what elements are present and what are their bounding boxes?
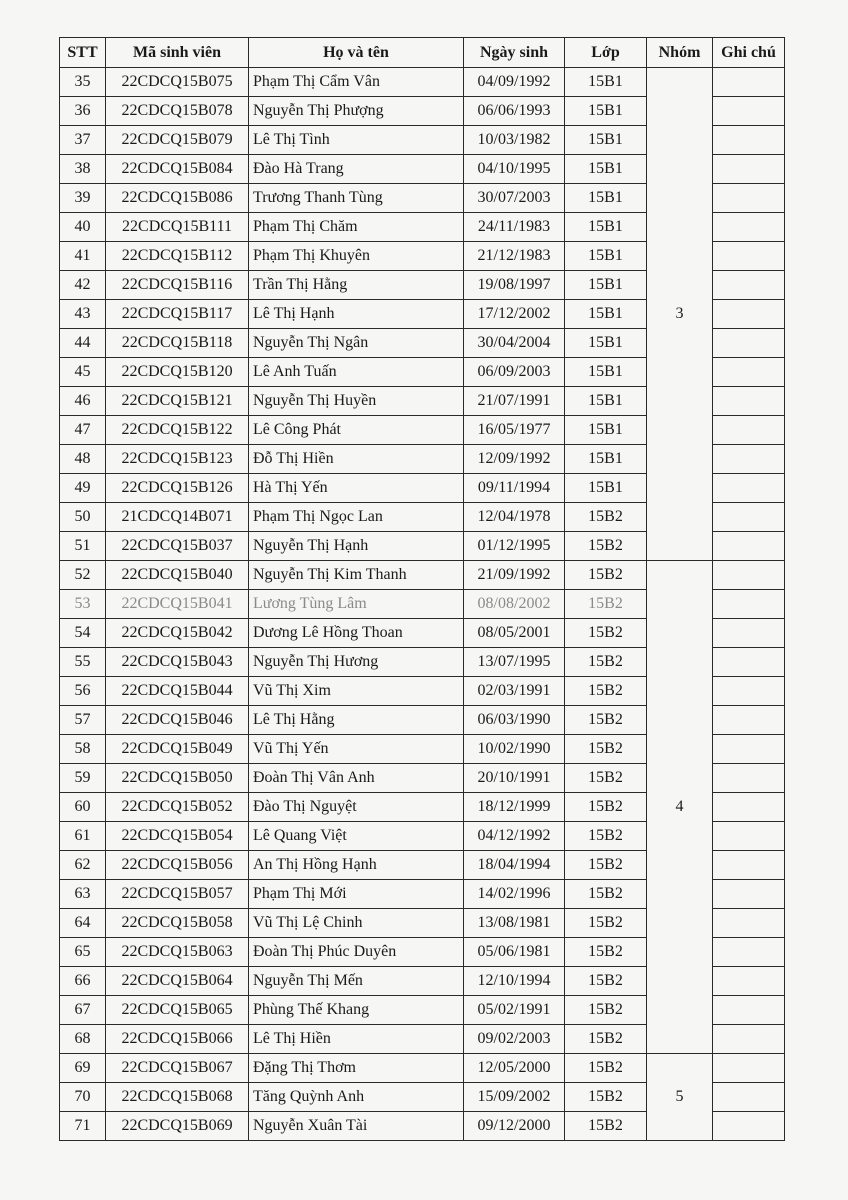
row-student-id: 22CDCQ15B111 [106, 213, 249, 242]
row-full-name: Đỗ Thị Hiền [249, 445, 464, 474]
row-full-name: Lê Công Phát [249, 416, 464, 445]
header-group: Nhóm [647, 38, 713, 68]
row-student-id: 22CDCQ15B067 [106, 1054, 249, 1083]
row-note [713, 619, 785, 648]
table-row [60, 68, 785, 97]
row-note [713, 1112, 785, 1141]
row-student-id: 22CDCQ15B069 [106, 1112, 249, 1141]
row-student-id: 22CDCQ15B054 [106, 822, 249, 851]
row-class: 15B2 [565, 648, 647, 677]
row-full-name: Trần Thị Hằng [249, 271, 464, 300]
row-note [713, 474, 785, 503]
row-student-id: 22CDCQ15B041 [106, 590, 249, 619]
row-note [713, 1025, 785, 1054]
row-note [713, 242, 785, 271]
row-full-name: Nguyễn Thị Huyền [249, 387, 464, 416]
row-full-name: Lê Thị Hiền [249, 1025, 464, 1054]
row-student-id: 22CDCQ15B068 [106, 1083, 249, 1112]
row-full-name: Đoàn Thị Vân Anh [249, 764, 464, 793]
row-class: 15B2 [565, 532, 647, 561]
row-full-name: Lê Thị Tình [249, 126, 464, 155]
row-class: 15B2 [565, 822, 647, 851]
row-student-id: 22CDCQ15B044 [106, 677, 249, 706]
row-note [713, 184, 785, 213]
group-number: 4 [647, 561, 713, 1054]
row-full-name: Lê Quang Việt [249, 822, 464, 851]
row-class: 15B2 [565, 880, 647, 909]
row-birth-date: 19/08/1997 [464, 271, 565, 300]
row-full-name: Dương Lê Hồng Thoan [249, 619, 464, 648]
row-full-name: Nguyễn Thị Hạnh [249, 532, 464, 561]
row-student-id: 22CDCQ15B057 [106, 880, 249, 909]
row-class: 15B2 [565, 735, 647, 764]
row-birth-date: 05/02/1991 [464, 996, 565, 1025]
row-note [713, 213, 785, 242]
row-birth-date: 17/12/2002 [464, 300, 565, 329]
row-student-id: 22CDCQ15B078 [106, 97, 249, 126]
row-stt: 35 [60, 68, 106, 97]
row-student-id: 22CDCQ15B065 [106, 996, 249, 1025]
row-full-name: Lương Tùng Lâm [249, 590, 464, 619]
row-full-name: Nguyễn Thị Kim Thanh [249, 561, 464, 590]
row-note [713, 938, 785, 967]
row-note [713, 155, 785, 184]
row-note [713, 329, 785, 358]
row-class: 15B1 [565, 474, 647, 503]
table-body [60, 68, 785, 1141]
row-stt: 51 [60, 532, 106, 561]
row-full-name: Đào Thị Nguyệt [249, 793, 464, 822]
row-stt: 60 [60, 793, 106, 822]
row-class: 15B2 [565, 706, 647, 735]
row-birth-date: 16/05/1977 [464, 416, 565, 445]
row-full-name: Phạm Thị Chăm [249, 213, 464, 242]
row-birth-date: 02/03/1991 [464, 677, 565, 706]
row-note [713, 996, 785, 1025]
row-stt: 41 [60, 242, 106, 271]
row-birth-date: 30/07/2003 [464, 184, 565, 213]
row-stt: 54 [60, 619, 106, 648]
header-full-name: Họ và tên [249, 38, 464, 68]
row-note [713, 793, 785, 822]
row-birth-date: 30/04/2004 [464, 329, 565, 358]
header-class: Lớp [565, 38, 647, 68]
row-student-id: 22CDCQ15B116 [106, 271, 249, 300]
row-stt: 48 [60, 445, 106, 474]
row-note [713, 648, 785, 677]
row-full-name: Vũ Thị Yến [249, 735, 464, 764]
row-note [713, 735, 785, 764]
row-note [713, 97, 785, 126]
table-row [60, 1054, 785, 1083]
row-birth-date: 24/11/1983 [464, 213, 565, 242]
row-stt: 36 [60, 97, 106, 126]
header-note: Ghi chú [713, 38, 785, 68]
row-class: 15B2 [565, 677, 647, 706]
row-note [713, 764, 785, 793]
row-class: 15B2 [565, 764, 647, 793]
table-row [60, 561, 785, 590]
row-birth-date: 09/11/1994 [464, 474, 565, 503]
header-row [60, 38, 785, 68]
row-class: 15B1 [565, 358, 647, 387]
row-full-name: Phạm Thị Mới [249, 880, 464, 909]
row-stt: 45 [60, 358, 106, 387]
row-birth-date: 14/02/1996 [464, 880, 565, 909]
student-table [59, 37, 785, 1141]
row-student-id: 22CDCQ15B084 [106, 155, 249, 184]
row-student-id: 22CDCQ15B123 [106, 445, 249, 474]
row-student-id: 22CDCQ15B049 [106, 735, 249, 764]
row-stt: 38 [60, 155, 106, 184]
row-stt: 47 [60, 416, 106, 445]
row-full-name: Nguyễn Xuân Tài [249, 1112, 464, 1141]
row-birth-date: 09/12/2000 [464, 1112, 565, 1141]
row-note [713, 851, 785, 880]
row-stt: 70 [60, 1083, 106, 1112]
row-student-id: 22CDCQ15B042 [106, 619, 249, 648]
row-birth-date: 06/06/1993 [464, 97, 565, 126]
row-class: 15B2 [565, 561, 647, 590]
row-birth-date: 13/07/1995 [464, 648, 565, 677]
row-stt: 55 [60, 648, 106, 677]
row-stt: 56 [60, 677, 106, 706]
row-note [713, 590, 785, 619]
row-class: 15B2 [565, 793, 647, 822]
row-note [713, 358, 785, 387]
row-class: 15B1 [565, 300, 647, 329]
row-class: 15B1 [565, 445, 647, 474]
row-stt: 46 [60, 387, 106, 416]
row-note [713, 822, 785, 851]
row-birth-date: 18/04/1994 [464, 851, 565, 880]
row-full-name: Lê Thị Hạnh [249, 300, 464, 329]
row-stt: 63 [60, 880, 106, 909]
row-class: 15B2 [565, 619, 647, 648]
row-class: 15B2 [565, 1083, 647, 1112]
row-birth-date: 06/03/1990 [464, 706, 565, 735]
row-class: 15B2 [565, 1112, 647, 1141]
row-full-name: Phạm Thị Cẩm Vân [249, 68, 464, 97]
row-class: 15B2 [565, 1025, 647, 1054]
row-birth-date: 10/03/1982 [464, 126, 565, 155]
row-birth-date: 10/02/1990 [464, 735, 565, 764]
row-birth-date: 21/07/1991 [464, 387, 565, 416]
row-stt: 59 [60, 764, 106, 793]
row-birth-date: 12/04/1978 [464, 503, 565, 532]
row-class: 15B2 [565, 590, 647, 619]
row-class: 15B1 [565, 155, 647, 184]
row-stt: 57 [60, 706, 106, 735]
row-birth-date: 04/10/1995 [464, 155, 565, 184]
row-birth-date: 21/12/1983 [464, 242, 565, 271]
row-note [713, 909, 785, 938]
row-class: 15B2 [565, 909, 647, 938]
row-student-id: 22CDCQ15B046 [106, 706, 249, 735]
row-class: 15B2 [565, 996, 647, 1025]
row-class: 15B1 [565, 242, 647, 271]
header-birth-date: Ngày sinh [464, 38, 565, 68]
row-stt: 69 [60, 1054, 106, 1083]
row-full-name: Nguyễn Thị Hương [249, 648, 464, 677]
row-birth-date: 21/09/1992 [464, 561, 565, 590]
row-class: 15B2 [565, 851, 647, 880]
row-stt: 49 [60, 474, 106, 503]
row-full-name: Trương Thanh Tùng [249, 184, 464, 213]
row-birth-date: 04/09/1992 [464, 68, 565, 97]
row-student-id: 22CDCQ15B043 [106, 648, 249, 677]
row-birth-date: 06/09/2003 [464, 358, 565, 387]
row-stt: 42 [60, 271, 106, 300]
row-note [713, 561, 785, 590]
row-birth-date: 12/10/1994 [464, 967, 565, 996]
row-full-name: Hà Thị Yến [249, 474, 464, 503]
row-full-name: Phùng Thế Khang [249, 996, 464, 1025]
row-full-name: Nguyễn Thị Mến [249, 967, 464, 996]
row-birth-date: 01/12/1995 [464, 532, 565, 561]
row-student-id: 22CDCQ15B126 [106, 474, 249, 503]
row-student-id: 22CDCQ15B056 [106, 851, 249, 880]
row-class: 15B2 [565, 967, 647, 996]
row-student-id: 22CDCQ15B117 [106, 300, 249, 329]
row-class: 15B2 [565, 503, 647, 532]
row-full-name: Đào Hà Trang [249, 155, 464, 184]
row-stt: 65 [60, 938, 106, 967]
row-note [713, 880, 785, 909]
row-stt: 44 [60, 329, 106, 358]
row-class: 15B2 [565, 938, 647, 967]
row-class: 15B1 [565, 126, 647, 155]
row-birth-date: 12/05/2000 [464, 1054, 565, 1083]
row-stt: 67 [60, 996, 106, 1025]
row-full-name: Phạm Thị Ngọc Lan [249, 503, 464, 532]
row-stt: 66 [60, 967, 106, 996]
row-birth-date: 15/09/2002 [464, 1083, 565, 1112]
row-class: 15B1 [565, 271, 647, 300]
row-full-name: An Thị Hồng Hạnh [249, 851, 464, 880]
row-full-name: Phạm Thị Khuyên [249, 242, 464, 271]
row-note [713, 68, 785, 97]
row-full-name: Đặng Thị Thơm [249, 1054, 464, 1083]
header-stt: STT [60, 38, 106, 68]
row-note [713, 271, 785, 300]
row-birth-date: 20/10/1991 [464, 764, 565, 793]
row-full-name: Đoàn Thị Phúc Duyên [249, 938, 464, 967]
row-student-id: 22CDCQ15B086 [106, 184, 249, 213]
group-number: 5 [647, 1054, 713, 1141]
row-birth-date: 09/02/2003 [464, 1025, 565, 1054]
row-student-id: 22CDCQ15B112 [106, 242, 249, 271]
row-class: 15B1 [565, 213, 647, 242]
row-student-id: 22CDCQ15B122 [106, 416, 249, 445]
row-stt: 53 [60, 590, 106, 619]
row-full-name: Vũ Thị Xim [249, 677, 464, 706]
row-note [713, 1083, 785, 1112]
row-class: 15B1 [565, 97, 647, 126]
row-student-id: 22CDCQ15B052 [106, 793, 249, 822]
row-birth-date: 08/08/2002 [464, 590, 565, 619]
row-student-id: 22CDCQ15B063 [106, 938, 249, 967]
row-stt: 68 [60, 1025, 106, 1054]
row-note [713, 300, 785, 329]
row-note [713, 416, 785, 445]
row-student-id: 22CDCQ15B058 [106, 909, 249, 938]
row-birth-date: 12/09/1992 [464, 445, 565, 474]
row-class: 15B1 [565, 387, 647, 416]
row-stt: 43 [60, 300, 106, 329]
row-student-id: 22CDCQ15B121 [106, 387, 249, 416]
row-full-name: Lê Anh Tuấn [249, 358, 464, 387]
row-stt: 50 [60, 503, 106, 532]
row-note [713, 445, 785, 474]
row-note [713, 677, 785, 706]
row-full-name: Nguyễn Thị Ngân [249, 329, 464, 358]
row-student-id: 22CDCQ15B064 [106, 967, 249, 996]
row-student-id: 22CDCQ15B120 [106, 358, 249, 387]
row-stt: 62 [60, 851, 106, 880]
row-birth-date: 04/12/1992 [464, 822, 565, 851]
row-birth-date: 05/06/1981 [464, 938, 565, 967]
row-stt: 39 [60, 184, 106, 213]
row-class: 15B1 [565, 329, 647, 358]
row-class: 15B1 [565, 416, 647, 445]
row-note [713, 967, 785, 996]
student-list-sheet [59, 37, 785, 1141]
row-note [713, 706, 785, 735]
row-class: 15B2 [565, 1054, 647, 1083]
row-full-name: Nguyễn Thị Phượng [249, 97, 464, 126]
row-note [713, 126, 785, 155]
row-stt: 58 [60, 735, 106, 764]
row-birth-date: 08/05/2001 [464, 619, 565, 648]
row-stt: 52 [60, 561, 106, 590]
header-student-id: Mã sinh viên [106, 38, 249, 68]
row-student-id: 22CDCQ15B075 [106, 68, 249, 97]
row-class: 15B1 [565, 184, 647, 213]
row-student-id: 22CDCQ15B040 [106, 561, 249, 590]
row-class: 15B1 [565, 68, 647, 97]
row-stt: 64 [60, 909, 106, 938]
row-full-name: Lê Thị Hằng [249, 706, 464, 735]
row-stt: 61 [60, 822, 106, 851]
row-full-name: Vũ Thị Lệ Chinh [249, 909, 464, 938]
row-stt: 37 [60, 126, 106, 155]
row-note [713, 1054, 785, 1083]
row-student-id: 22CDCQ15B079 [106, 126, 249, 155]
row-student-id: 21CDCQ14B071 [106, 503, 249, 532]
row-student-id: 22CDCQ15B118 [106, 329, 249, 358]
row-note [713, 503, 785, 532]
row-full-name: Tăng Quỳnh Anh [249, 1083, 464, 1112]
row-student-id: 22CDCQ15B050 [106, 764, 249, 793]
group-number: 3 [647, 68, 713, 561]
row-birth-date: 13/08/1981 [464, 909, 565, 938]
row-note [713, 387, 785, 416]
row-stt: 40 [60, 213, 106, 242]
row-stt: 71 [60, 1112, 106, 1141]
row-birth-date: 18/12/1999 [464, 793, 565, 822]
row-student-id: 22CDCQ15B037 [106, 532, 249, 561]
row-note [713, 532, 785, 561]
row-student-id: 22CDCQ15B066 [106, 1025, 249, 1054]
